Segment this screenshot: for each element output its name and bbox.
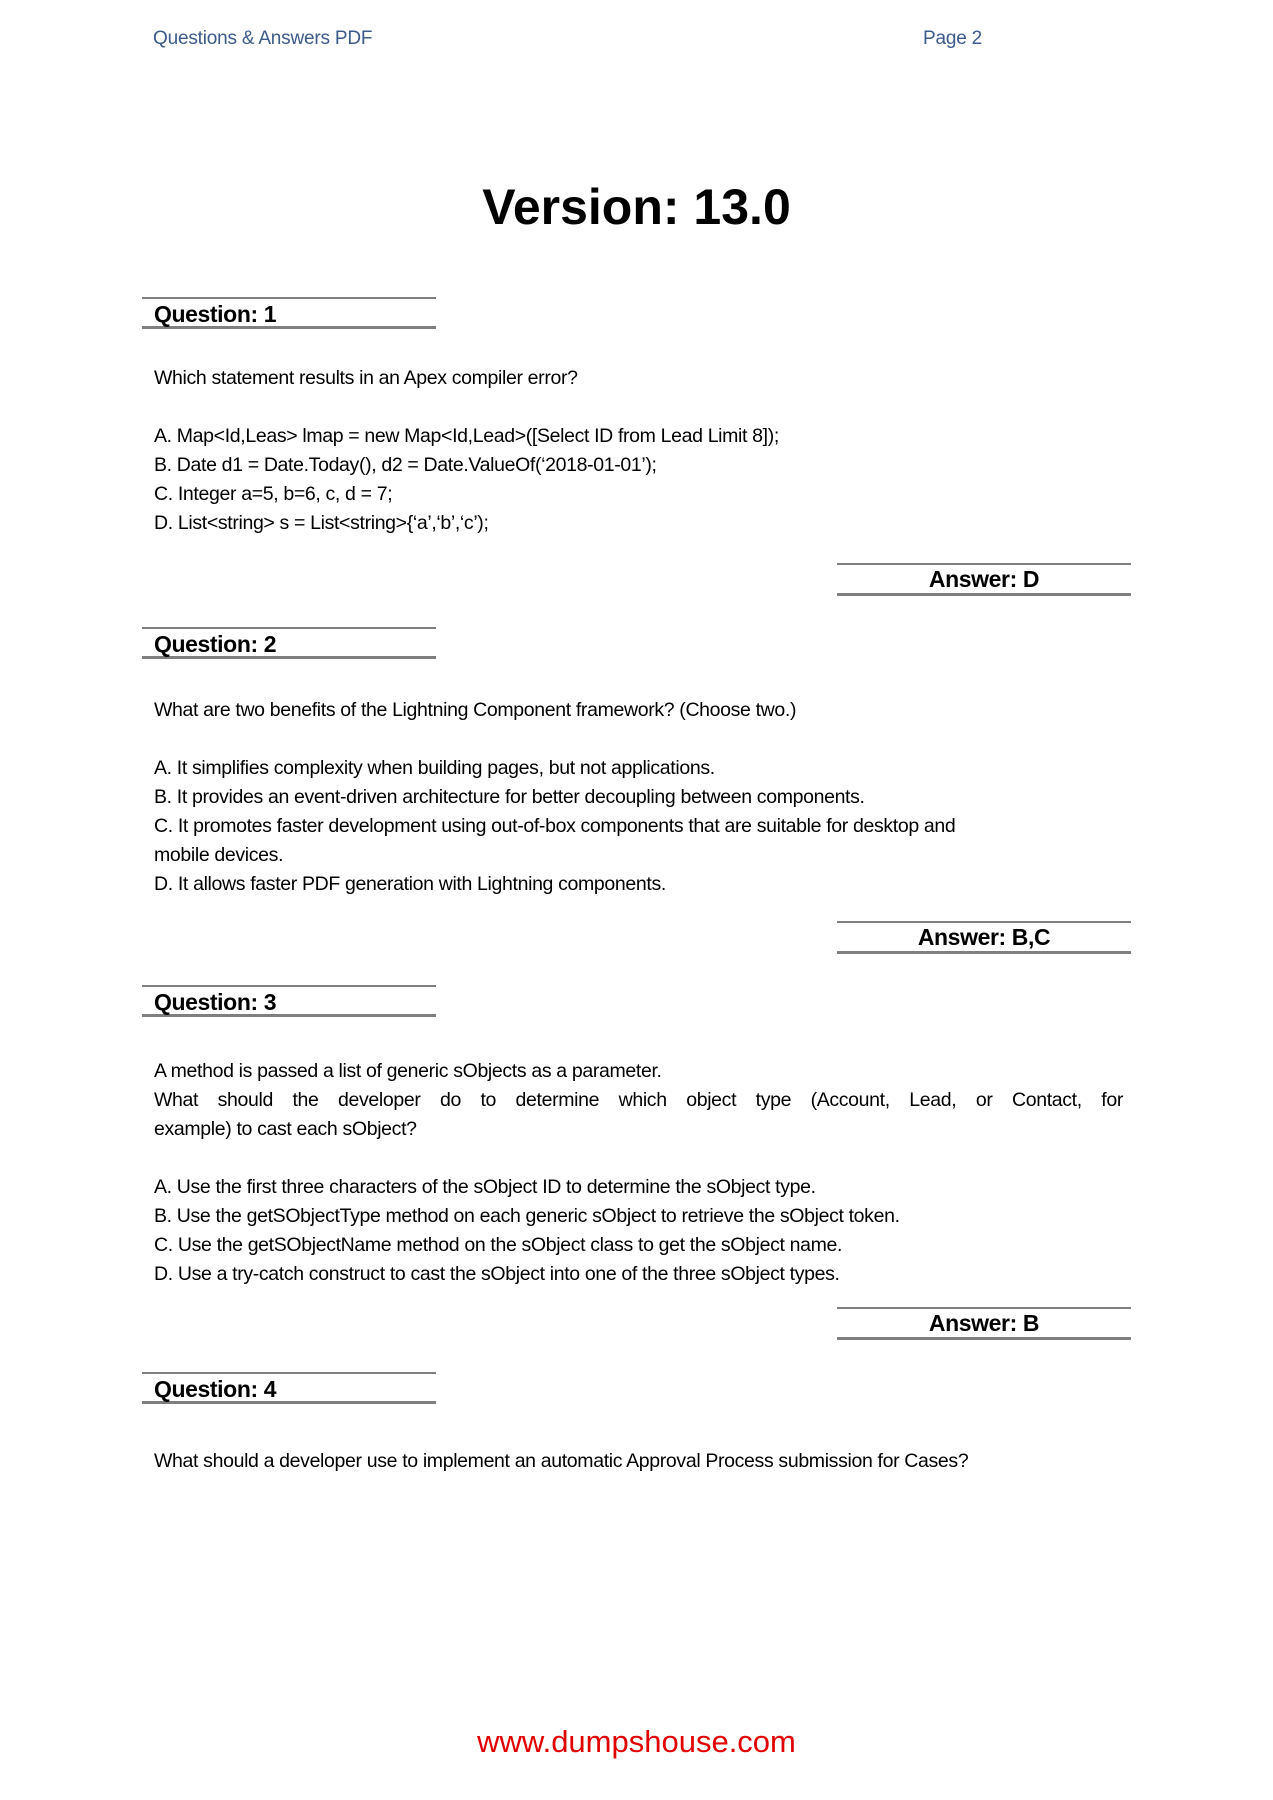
question-2-answer — [837, 921, 1131, 954]
question-3-option-a: A. Use the first three characters of the sObject ID to determine the sObject type. — [154, 1176, 816, 1198]
question-3-option-b: B. Use the getSObjectType method on each generic sObject to retrieve the sObject token. — [154, 1205, 900, 1227]
question-label: Question: 1 — [154, 301, 277, 327]
question-1-option-a: A. Map<Id,Leas> lmap = new Map<Id,Lead>([Select ID from Lead Limit 8]); — [154, 425, 779, 447]
question-2-text: What are two benefits of the Lightning Component framework? (Choose two.) — [154, 699, 797, 721]
question-2-option-a: A. It simplifies complexity when building pages, but not applications. — [154, 757, 715, 779]
question-4-heading — [142, 1372, 436, 1404]
question-2-heading — [142, 627, 436, 659]
question-label: Question: 2 — [154, 631, 277, 657]
question-1-answer — [837, 563, 1131, 596]
question-3-text-line-2: What should the developer do to determine which object type (Account, Lead, or Contact, for — [154, 1089, 1123, 1111]
answer-label: Answer: D — [928, 566, 1040, 592]
question-3-text-line-1: A method is passed a list of generic sObjects as a parameter. — [154, 1060, 662, 1082]
question-1-heading — [142, 297, 436, 329]
question-3-answer — [837, 1307, 1131, 1340]
question-1-option-b: B. Date d1 = Date.Today(), d2 = Date.ValueOf(‘2018-01-01’); — [154, 454, 657, 476]
question-label: Question: 4 — [154, 1376, 277, 1402]
answer-label: Answer: B,C — [917, 924, 1051, 950]
question-1-option-c: C. Integer a=5, b=6, c, d = 7; — [154, 483, 393, 505]
question-2-option-d: D. It allows faster PDF generation with Lightning components. — [154, 873, 666, 895]
question-3-text-line-3: example) to cast each sObject? — [154, 1118, 417, 1140]
question-3-heading — [142, 985, 436, 1017]
question-label: Question: 3 — [154, 989, 277, 1015]
question-4-text: What should a developer use to implement an automatic Approval Process submission for Cases? — [154, 1450, 969, 1472]
question-3-option-d: D. Use a try-catch construct to cast the sObject into one of the three sObject types. — [154, 1263, 840, 1285]
question-2-option-c-continued: mobile devices. — [154, 844, 284, 866]
page-number: Page 2 — [923, 28, 983, 49]
document-header-title: Questions & Answers PDF — [153, 28, 373, 49]
question-2-option-c: C. It promotes faster development using out-of-box components that are suitable for desktop and — [154, 815, 956, 837]
answer-label: Answer: B — [928, 1310, 1040, 1336]
question-2-option-b: B. It provides an event-driven architecture for better decoupling between components. — [154, 786, 865, 808]
question-1-text: Which statement results in an Apex compiler error? — [154, 367, 578, 389]
question-3-option-c: C. Use the getSObjectName method on the sObject class to get the sObject name. — [154, 1234, 843, 1256]
question-1-option-d: D. List<string> s = List<string>{‘a’,‘b’,‘c’); — [154, 512, 489, 534]
version-title: Version: 13.0 — [482, 179, 791, 235]
footer-website-link[interactable]: www.dumpshouse.com — [477, 1724, 796, 1759]
